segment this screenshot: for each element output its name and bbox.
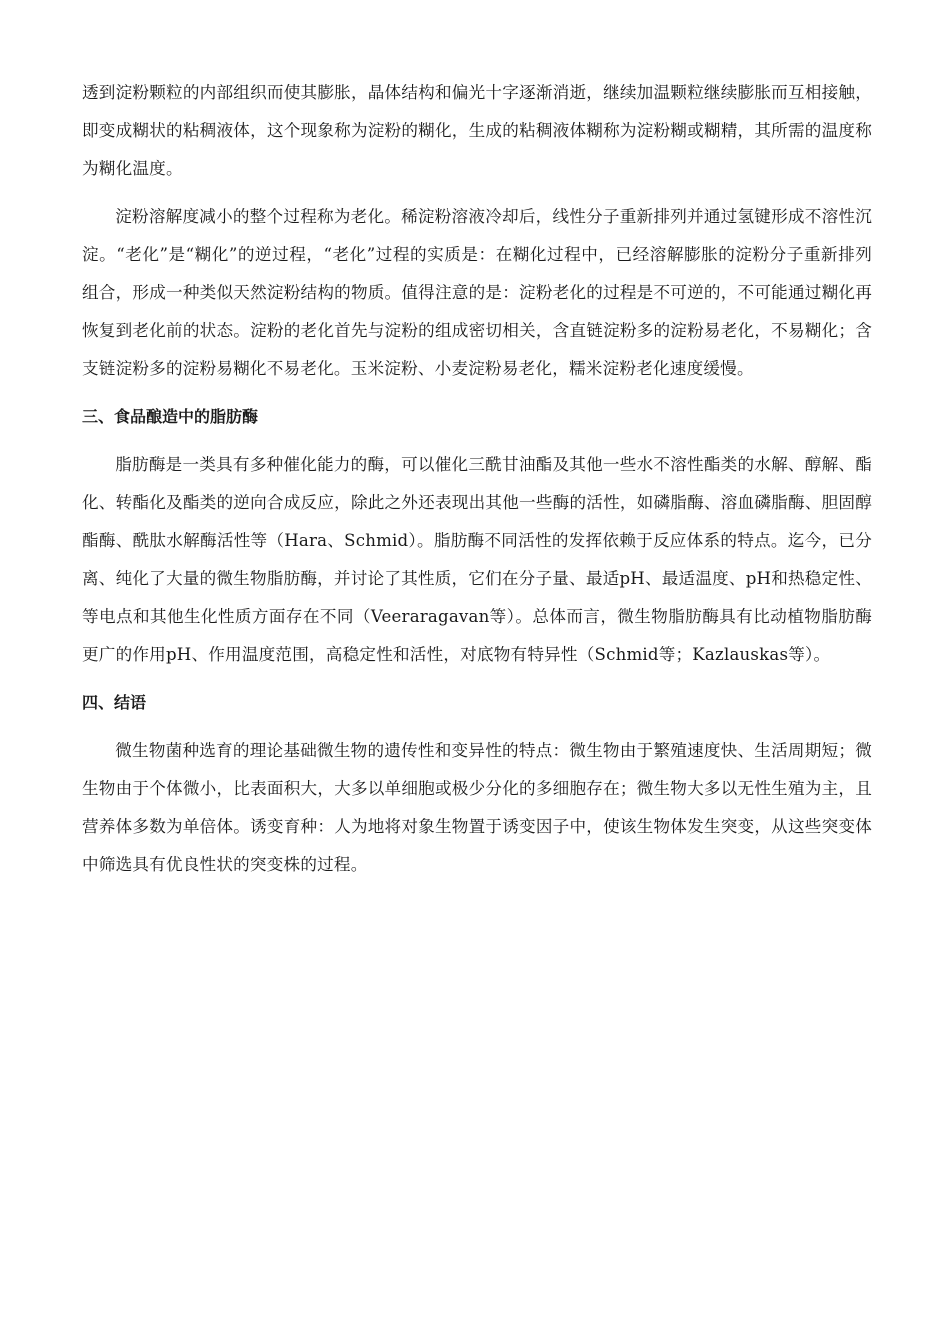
paragraph-lipase: 脂肪酶是一类具有多种催化能力的酶，可以催化三酰甘油酯及其他一些水不溶性酯类的水解、醇解、酯化、转酯化及酯类的逆向合成反应，除此之外还表现出其他一些酶的活性，如磷脂酶、溶血磷脂酶、胆固醇酯酶、酰肽水解酶活性等（Hara、Schmid）。脂肪酶不同活性的发挥依赖于反应体系的特点。迄今，已分离、纯化了大量的微生物脂肪酶，并讨论了其性质，它们在分子量、最适pH、最适温度、pH和热稳定性、等电点和其他生化性质方面存在不同（Veeraragavan等）。总体而言，微生物脂肪酶具有比动植物脂肪酶更广的作用pH、作用温度范围，高稳定性和活性，对底物有特异性（Schmid等；Kazlauskas等）。 bbox=[82, 455, 872, 664]
paragraph-retrogradation: 淀粉溶解度减小的整个过程称为老化。稀淀粉溶液冷却后，线性分子重新排列并通过氢键形成不溶性沉淀。“老化”是“糊化”的逆过程，“老化”过程的实质是：在糊化过程中，已经溶解膨胀的淀粉分子重新排列组合，形成一种类似天然淀粉结构的物质。值得注意的是：淀粉老化的过程是不可逆的，不可能通过糊化再恢复到老化前的状态。淀粉的老化首先与淀粉的组成密切相关，含直链淀粉多的淀粉易老化，不易糊化；含支链淀粉多的淀粉易糊化不易老化。玉米淀粉、小麦淀粉易老化，糯米淀粉老化速度缓慢。 bbox=[82, 207, 872, 378]
paragraph-spacer bbox=[82, 674, 872, 684]
paragraph-conclusion: 微生物菌种选育的理论基础微生物的遗传性和变异性的特点：微生物由于繁殖速度快、生活周期短；微生物由于个体微小，比表面积大，大多以单细胞或极少分化的多细胞存在；微生物大多以无性生殖为主，且营养体多数为单倍体。诱变育种：人为地将对象生物置于诱变因子中，使该生物体发生突变，从这些突变体中筛选具有优良性状的突变株的过程。 bbox=[82, 741, 872, 874]
paragraph-spacer bbox=[82, 388, 872, 398]
paragraph-spacer bbox=[82, 188, 872, 198]
section-heading-conclusion: 四、结语 bbox=[82, 693, 147, 712]
document-page bbox=[82, 74, 872, 884]
paragraph-spacer bbox=[82, 436, 872, 446]
paragraph-spacer bbox=[82, 722, 872, 732]
section-heading-lipase: 三、食品酿造中的脂肪酶 bbox=[82, 407, 259, 426]
paragraph-gelatinization: 透到淀粉颗粒的内部组织而使其膨胀，晶体结构和偏光十字逐渐消逝，继续加温颗粒继续膨胀而互相接触，即变成糊状的粘稠液体，这个现象称为淀粉的糊化，生成的粘稠液体糊称为淀粉糊或糊精，其所需的温度称为糊化温度。 bbox=[82, 83, 872, 178]
